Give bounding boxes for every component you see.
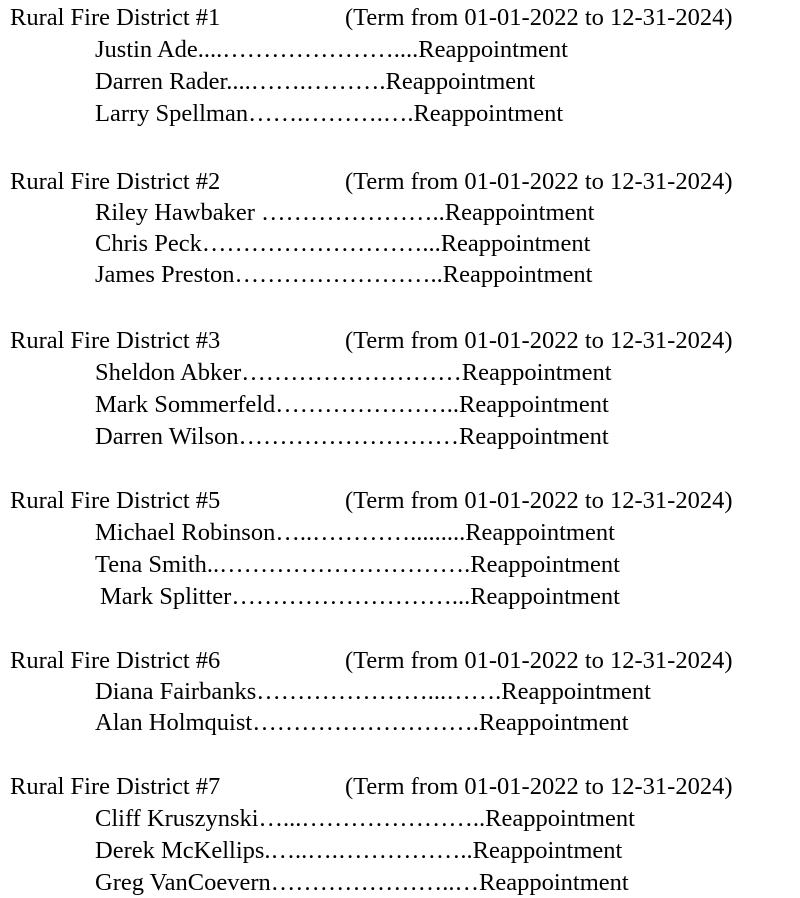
- district-title: Rural Fire District #7: [10, 773, 221, 800]
- member-row: Mark Splitter………………………...Reappointment: [100, 583, 620, 610]
- member-row: Michael Robinson…..………….........Reappointment: [95, 519, 615, 546]
- member-row: Darren Wilson………………………Reappointment: [95, 423, 609, 450]
- term-dates: (Term from 01-01-2022 to 12-31-2024): [345, 327, 733, 354]
- member-row: Justin Ade....…………………....Reappointment: [95, 36, 568, 63]
- member-row: Chris Peck………………………...Reappointment: [95, 230, 591, 257]
- term-dates: (Term from 01-01-2022 to 12-31-2024): [345, 168, 733, 195]
- member-row: Tena Smith..………………………….Reappointment: [95, 551, 620, 578]
- term-dates: (Term from 01-01-2022 to 12-31-2024): [345, 773, 733, 800]
- district-title: Rural Fire District #5: [10, 487, 221, 514]
- member-row: Riley Hawbaker …………………..Reappointment: [95, 199, 595, 226]
- member-row: Alan Holmquist……………………….Reappointment: [95, 709, 629, 736]
- district-title: Rural Fire District #6: [10, 647, 221, 674]
- member-row: Mark Sommerfeld…………………..Reappointment: [95, 391, 609, 418]
- member-row: Diana Fairbanks…………………...…….Reappointment: [95, 678, 651, 705]
- district-title: Rural Fire District #1: [10, 4, 221, 31]
- district-title: Rural Fire District #3: [10, 327, 221, 354]
- member-row: Cliff Kruszynski…...…………………..Reappointment: [95, 805, 635, 832]
- member-row: James Preston……………………..Reappointment: [95, 261, 593, 288]
- term-dates: (Term from 01-01-2022 to 12-31-2024): [345, 647, 733, 674]
- district-title: Rural Fire District #2: [10, 168, 221, 195]
- member-row: Derek McKellips.…..….……………..Reappointment: [95, 837, 623, 864]
- member-row: Larry Spellman…….……….….Reappointment: [95, 100, 564, 127]
- member-row: Greg VanCoevern…………………..…Reappointment: [95, 869, 629, 896]
- term-dates: (Term from 01-01-2022 to 12-31-2024): [345, 4, 733, 31]
- member-row: Darren Rader....…….……….Reappointment: [95, 68, 536, 95]
- member-row: Sheldon Abker………………………Reappointment: [95, 359, 612, 386]
- term-dates: (Term from 01-01-2022 to 12-31-2024): [345, 487, 733, 514]
